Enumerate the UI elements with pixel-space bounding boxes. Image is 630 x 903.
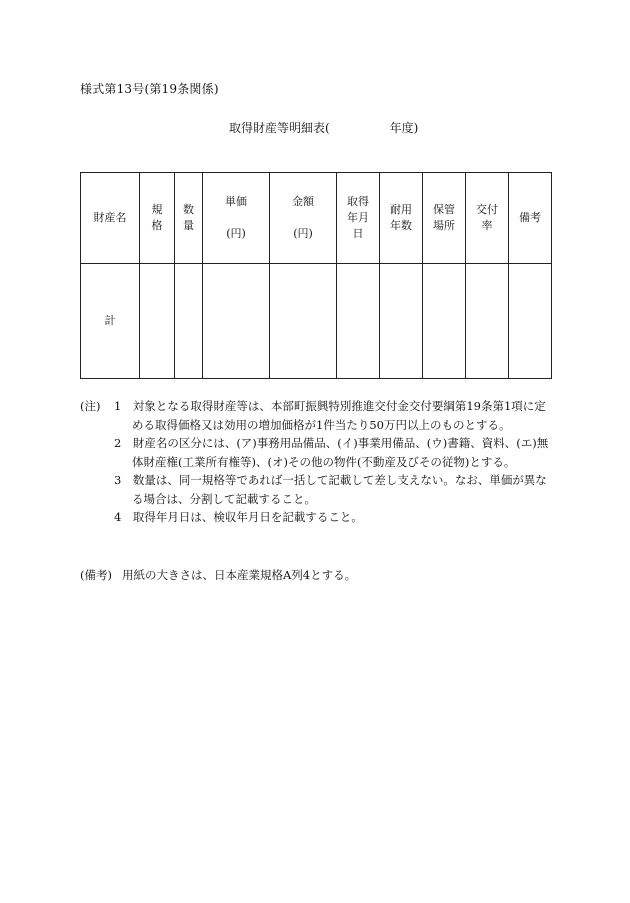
header-useful-life: 耐用 年数	[380, 173, 423, 264]
header-remarks: 備考	[509, 173, 552, 264]
note-item	[80, 508, 552, 527]
cell-acquisition-date[interactable]	[337, 264, 380, 379]
notes-section	[80, 397, 552, 527]
total-label: 計	[81, 264, 140, 379]
cell-remarks[interactable]	[509, 264, 552, 379]
remarks-label: (備考)	[80, 568, 112, 582]
header-unit-price: 単価 (円)	[203, 173, 270, 264]
cell-quantity[interactable]	[175, 264, 203, 379]
note-text: 3 数量は、同一規格等であれば一括して記載して差し支えない。なお、単価が異なる場合は、分割して記載すること。	[114, 473, 547, 506]
cell-specification[interactable]	[140, 264, 175, 379]
header-amount: 金額 (円)	[270, 173, 337, 264]
cell-useful-life[interactable]	[380, 264, 423, 379]
header-specification: 規 格	[140, 173, 175, 264]
header-storage-location: 保管 場所	[423, 173, 466, 264]
remarks-text: 用紙の大きさは、日本産業規格A列4とする。	[121, 568, 357, 582]
note-item	[80, 471, 552, 508]
header-quantity: 数 量	[175, 173, 203, 264]
note-item	[80, 434, 552, 471]
cell-storage-location[interactable]	[423, 264, 466, 379]
note-text: 2 財産名の区分には、(ア)事務用品備品、(イ)事業用備品、(ウ)書籍、資料、(エ)無体財産権(工業所有権等)、(オ)その他の物件(不動産及びその従物)とする。	[114, 436, 549, 469]
header-acquisition-date: 取得 年月 日	[337, 173, 380, 264]
header-asset-name: 財産名	[81, 173, 140, 264]
total-row	[81, 264, 552, 379]
cell-grant-rate[interactable]	[466, 264, 509, 379]
header-grant-rate: 交付 率	[466, 173, 509, 264]
note-text: 1 対象となる取得財産等は、本部町振興特別推進交付金交付要綱第19条第1項に定める取得価格又は効用の増加価格が1件当たり50万円以上のものとする。	[114, 399, 546, 432]
note-text: 4 取得年月日は、検収年月日を記載すること。	[114, 510, 363, 524]
acquired-assets-table	[80, 172, 552, 379]
form-number: 様式第13号(第19条関係)	[80, 82, 219, 96]
remarks-section	[80, 567, 356, 583]
header-row	[81, 173, 552, 264]
notes-prefix: (注)	[80, 399, 101, 413]
cell-amount[interactable]	[270, 264, 337, 379]
cell-unit-price[interactable]	[203, 264, 270, 379]
note-item	[80, 397, 552, 434]
document-title: 取得財産等明細表( 年度)	[229, 121, 419, 135]
